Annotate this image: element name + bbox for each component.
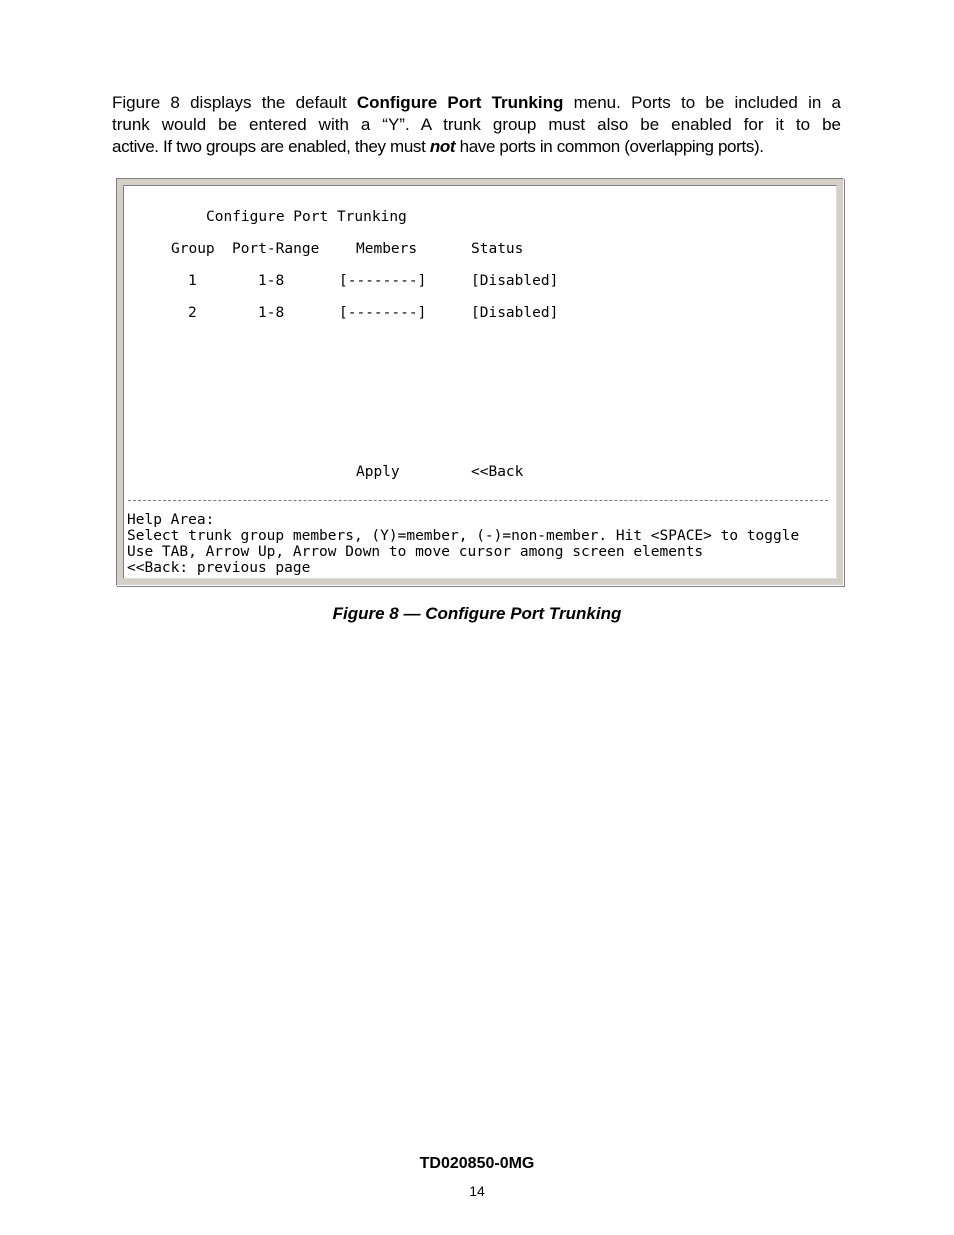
page-number: 14 xyxy=(469,1183,485,1199)
help-line-3: <<Back: previous page xyxy=(127,560,311,576)
figure-caption: Figure 8 — Configure Port Trunking xyxy=(332,604,622,623)
column-header-status: Status xyxy=(471,241,524,257)
intro-line-1: Figure 8 displays the default Configure Port Trunking menu. Ports to be included in a xyxy=(112,93,841,112)
row-2-status-toggle[interactable]: [Disabled] xyxy=(471,305,559,321)
row-1-members-field[interactable]: [--------] xyxy=(339,273,427,289)
terminal-screenshot-frame xyxy=(116,178,844,586)
help-separator xyxy=(128,500,828,501)
help-line-2: Use TAB, Arrow Up, Arrow Down to move cursor among screen elements xyxy=(127,544,704,560)
row-2-members-field[interactable]: [--------] xyxy=(339,305,427,321)
row-2-port-range: 1-8 xyxy=(258,305,285,321)
intro-line-2: trunk would be entered with a “Y”. A trunk group must also be enabled for it to be xyxy=(112,115,841,134)
help-area-title: Help Area: xyxy=(127,512,215,528)
intro-line-3: active. If two groups are enabled, they must not have ports in common (overlapping ports). xyxy=(112,137,764,156)
row-1-group: 1 xyxy=(188,273,197,289)
terminal-screen xyxy=(123,185,837,579)
row-2-group: 2 xyxy=(188,305,197,321)
menu-title: Configure Port Trunking xyxy=(206,209,407,225)
document-id: TD020850-0MG xyxy=(419,1155,535,1172)
row-1-status-toggle[interactable]: [Disabled] xyxy=(471,273,559,289)
column-header-group: Group xyxy=(171,241,215,257)
row-1-port-range: 1-8 xyxy=(258,273,285,289)
intro-paragraph xyxy=(112,92,841,158)
help-line-1: Select trunk group members, (Y)=member, (-)=non-member. Hit <SPACE> to toggle xyxy=(127,528,800,544)
back-button[interactable]: <<Back xyxy=(471,464,524,480)
column-header-members: Members xyxy=(356,241,418,257)
column-header-port-range: Port-Range xyxy=(232,241,320,257)
emphasis-not: not xyxy=(429,137,456,156)
menu-name-bold: Configure Port Trunking xyxy=(356,93,564,112)
apply-button[interactable]: Apply xyxy=(356,464,400,480)
